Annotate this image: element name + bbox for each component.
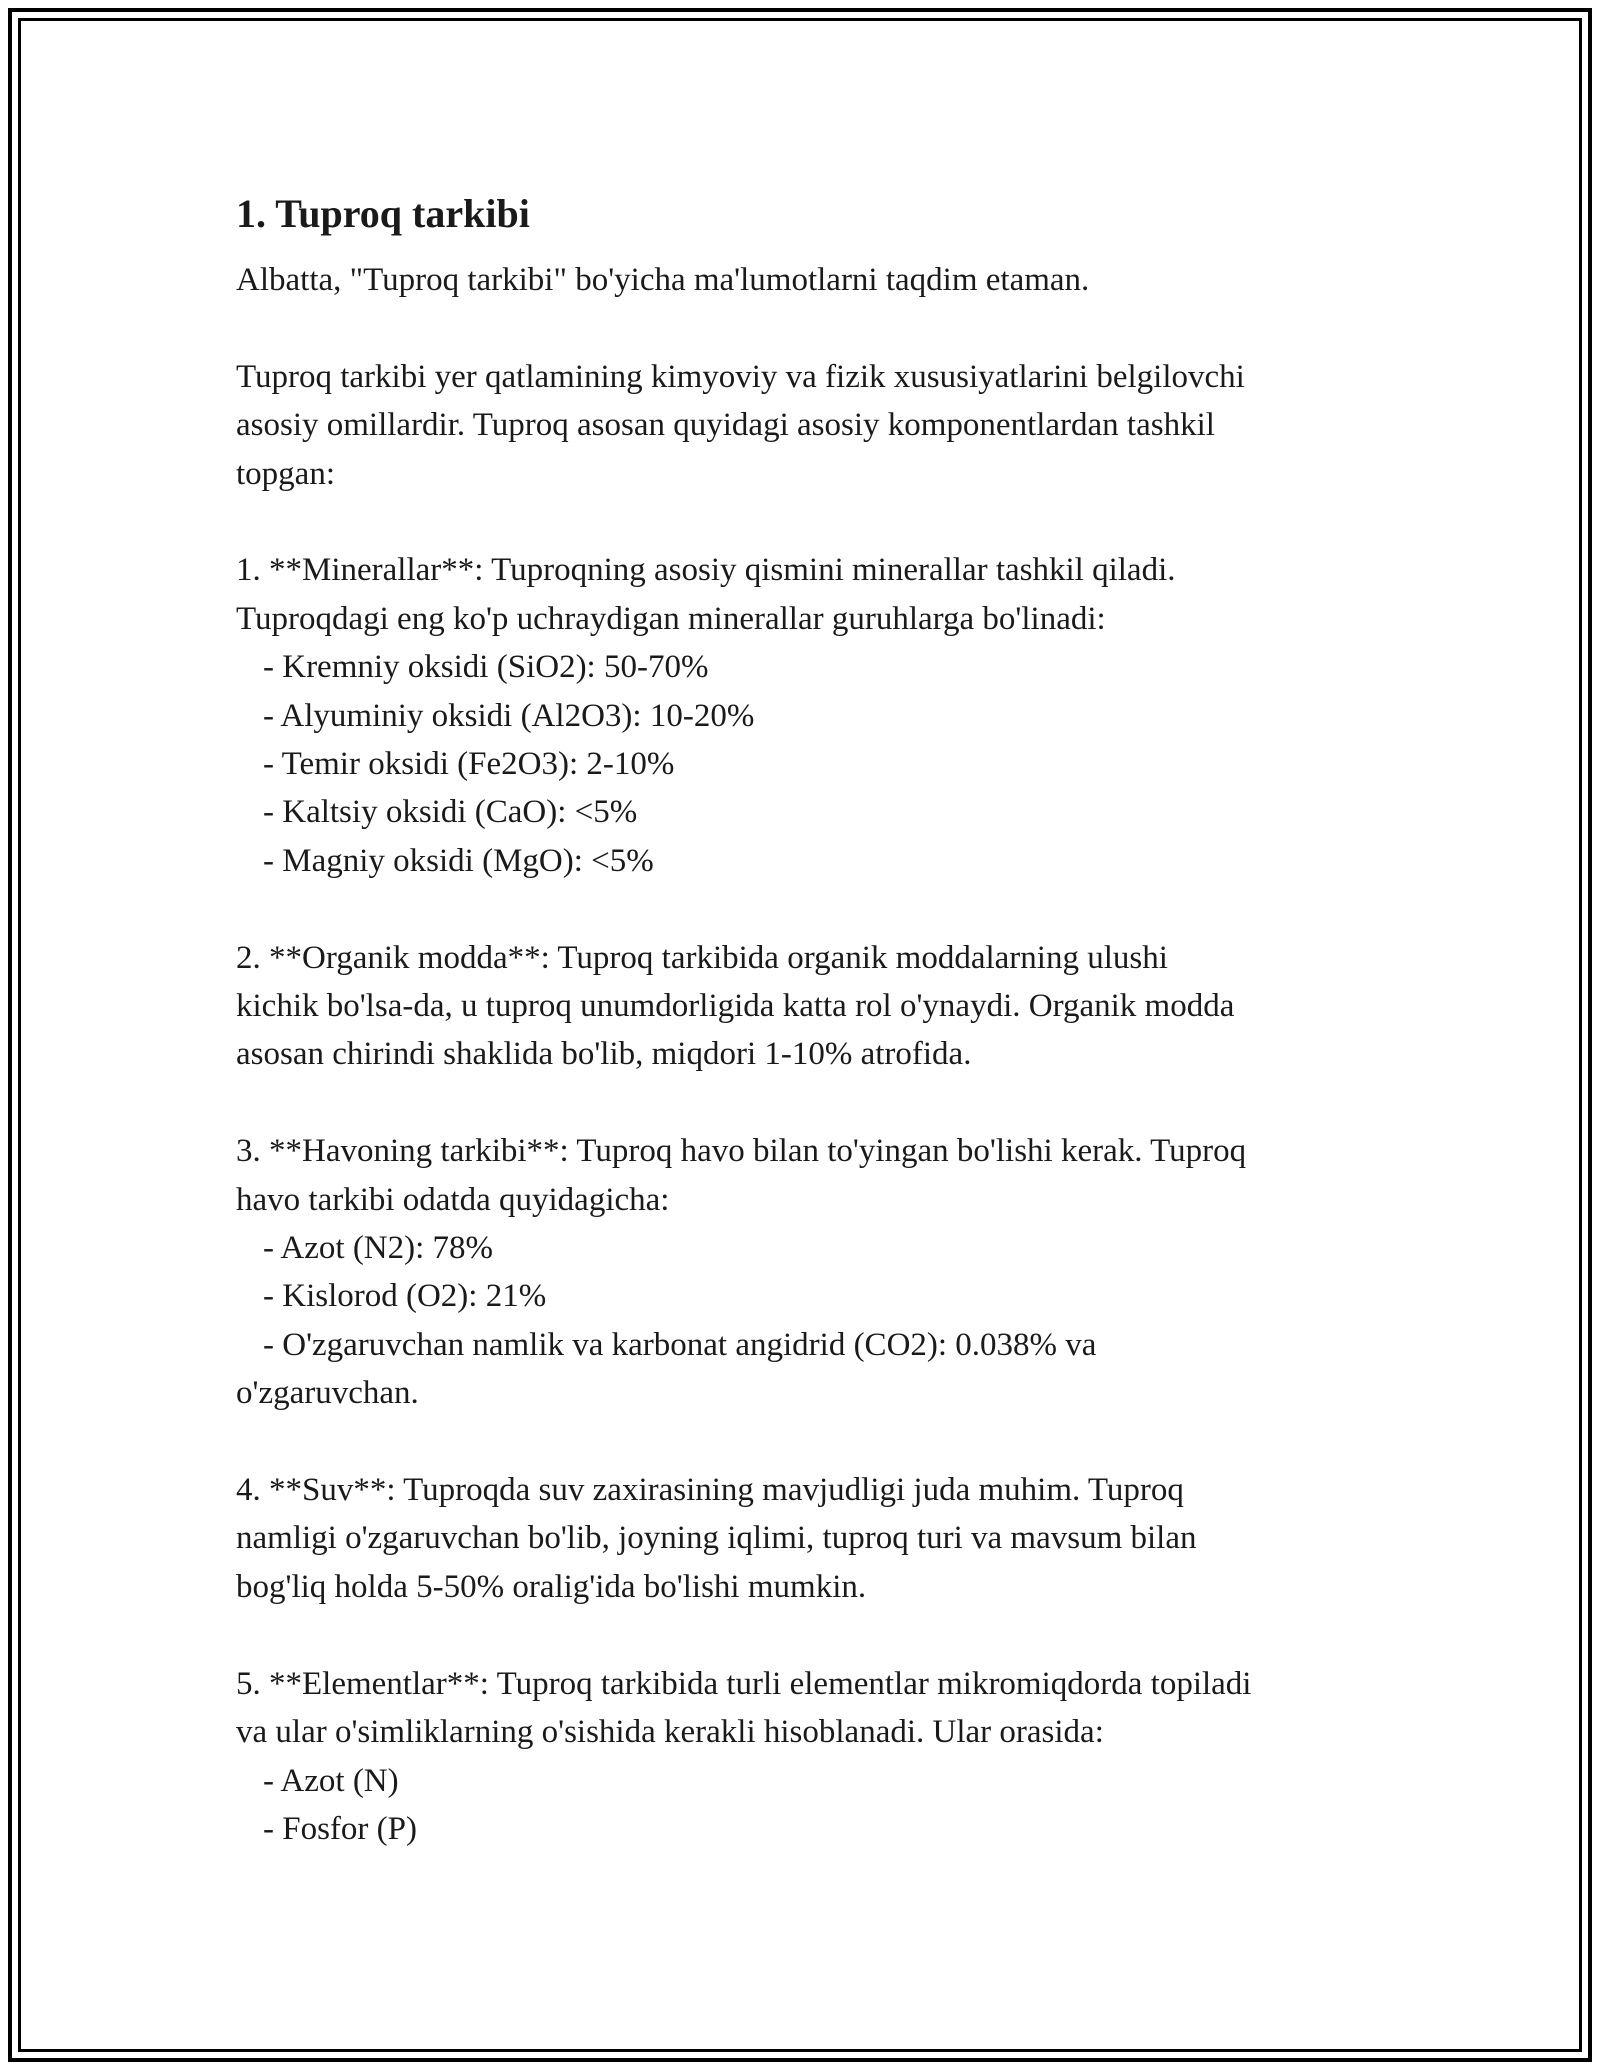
section-line: 5. **Elementlar**: Tuproq tarkibida turli elementlar mikromiqdorda topiladi xyxy=(236,1665,1252,1702)
list-item: - Fosfor (P) xyxy=(263,1810,417,1847)
section-line: asosan chirindi shaklida bo'lib, miqdori 1-10% atrofida. xyxy=(236,1036,972,1073)
section-line: 4. **Suv**: Tuproqda suv zaxirasining mavjudligi juda muhim. Tuproq xyxy=(236,1472,1184,1509)
overview-line: Tuproq tarkibi yer qatlamining kimyoviy va fizik xususiyatlarini belgilovchi xyxy=(236,358,1245,395)
list-item: - Magniy oksidi (MgO): <5% xyxy=(263,842,654,879)
section-minerals xyxy=(236,546,1396,885)
overview-line: topgan: xyxy=(236,455,335,492)
section-line: 2. **Organik modda**: Tuproq tarkibida organik moddalarning ulushi xyxy=(236,939,1168,976)
list-item: - Alyuminiy oksidi (Al2O3): 10-20% xyxy=(263,697,755,734)
document-heading: 1. Tuproq tarkibi xyxy=(236,191,530,236)
list-item: - Temir oksidi (Fe2O3): 2-10% xyxy=(263,746,675,783)
section-organic-matter xyxy=(236,934,1396,1079)
section-line: bog'liq holda 5-50% oralig'ida bo'lishi mumkin. xyxy=(236,1568,867,1605)
intro-line: Albatta, "Tuproq tarkibi" bo'yicha ma'lumotlarni taqdim etaman. xyxy=(236,262,1090,298)
section-line: namligi o'zgaruvchan bo'lib, joyning iqlimi, tuproq turi va mavsum bilan xyxy=(236,1520,1197,1557)
overview-paragraph xyxy=(236,353,1396,498)
section-line: o'zgaruvchan. xyxy=(236,1375,419,1412)
section-air-composition xyxy=(236,1127,1396,1417)
section-elements xyxy=(236,1660,1396,1854)
list-item: - Azot (N2): 78% xyxy=(263,1230,494,1267)
list-item: - Kremniy oksidi (SiO2): 50-70% xyxy=(263,649,709,686)
list-item: - Kaltsiy oksidi (CaO): <5% xyxy=(263,794,638,831)
list-item: - Kislorod (O2): 21% xyxy=(263,1278,547,1315)
section-line: 3. **Havoning tarkibi**: Tuproq havo bilan to'yingan bo'lishi kerak. Tuproq xyxy=(236,1133,1247,1170)
section-line: 1. **Minerallar**: Tuproqning asosiy qismini minerallar tashkil qiladi. xyxy=(236,552,1176,589)
section-line: kichik bo'lsa-da, u tuproq unumdorligida katta rol o'ynaydi. Organik modda xyxy=(236,988,1235,1025)
document-body xyxy=(236,186,1396,1902)
overview-line: asosiy omillardir. Tuproq asosan quyidagi asosiy komponentlardan tashkil xyxy=(236,407,1215,444)
intro-paragraph xyxy=(236,256,1396,304)
list-item: - Azot (N) xyxy=(263,1762,399,1799)
section-water xyxy=(236,1466,1396,1611)
section-line: va ular o'simliklarning o'sishida kerakli hisoblanadi. Ular orasida: xyxy=(236,1714,1104,1751)
list-item: - O'zgaruvchan namlik va karbonat angidrid (CO2): 0.038% va xyxy=(263,1326,1097,1363)
section-line: Tuproqdagi eng ko'p uchraydigan minerallar guruhlarga bo'linadi: xyxy=(236,600,1106,637)
section-line: havo tarkibi odatda quyidagicha: xyxy=(236,1181,670,1218)
